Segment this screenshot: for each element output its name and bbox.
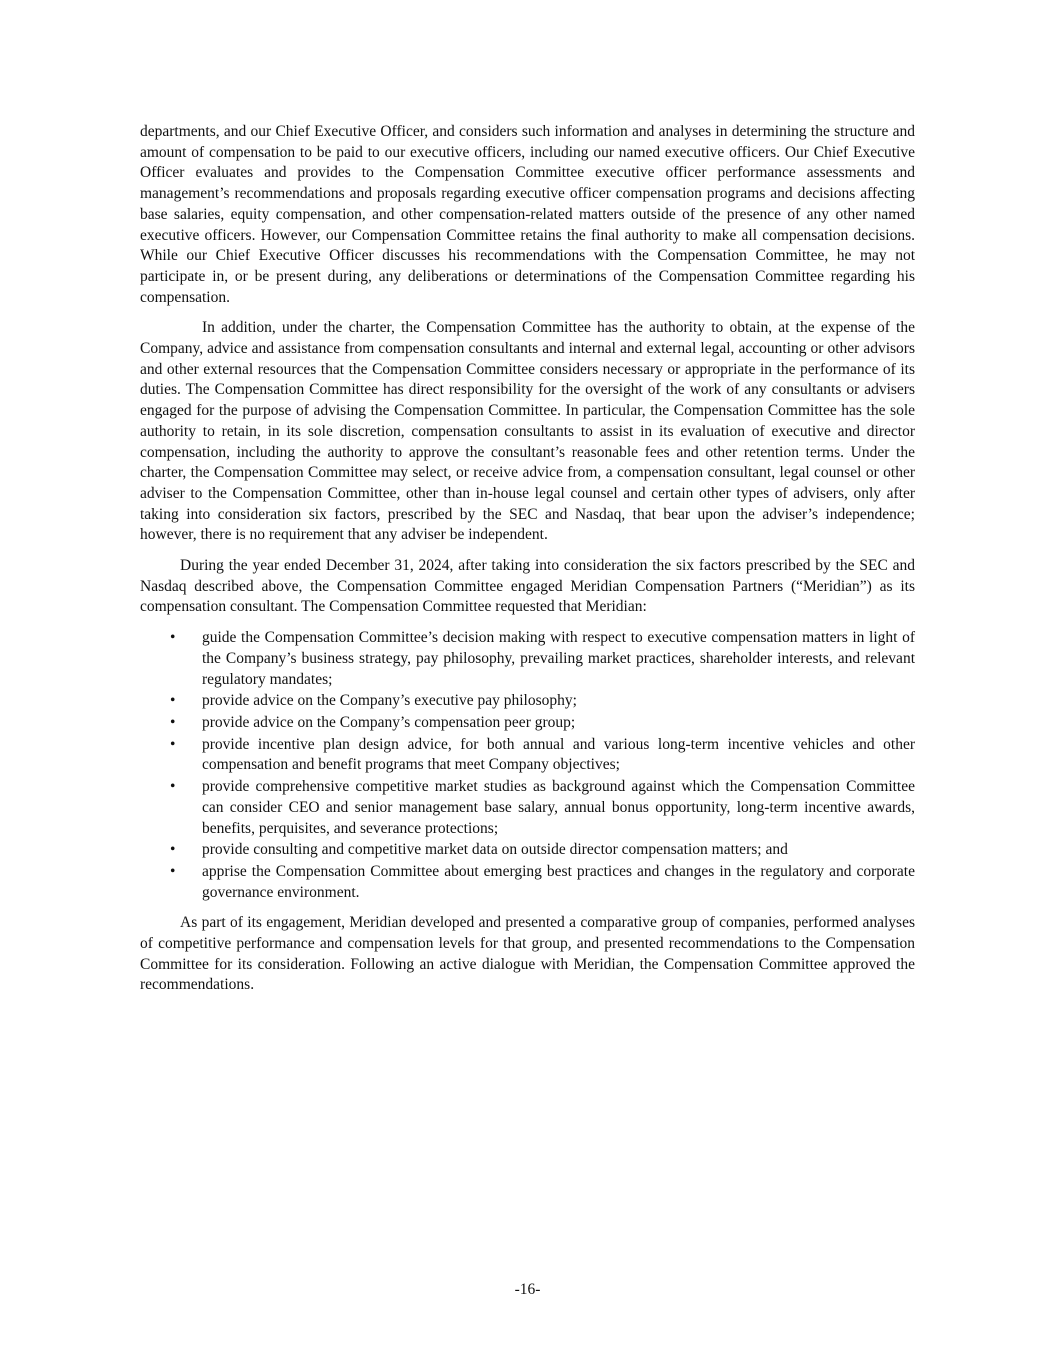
bullet-symbol: •: [170, 862, 176, 880]
list-item: • provide comprehensive competitive market studies as background against which the Compensation Committee can consider CEO and senior management base salary, annual bonus opportunity, long-term incentive awards, benefits, perquisites, and severance protections;: [170, 778, 915, 837]
document-body: [140, 122, 915, 1006]
paragraph-meridian-engagement: During the year ended December 31, 2024, after taking into consideration the six factors prescribed by the SEC and Nasdaq described above, the Compensation Committee engaged Meridian Compensation Partners (“Meridian”) as its compensation consultant. The Compensation Committee requested that Meridian:: [140, 557, 915, 616]
list-item: • provide advice on the Company’s compensation peer group;: [140, 713, 915, 734]
bullet-symbol: •: [170, 735, 176, 753]
list-item: • provide incentive plan design advice, for both annual and various long-term incentive vehicles and other compensation and benefit programs that meet Company objectives;: [170, 735, 915, 774]
list-item: • provide consulting and competitive market data on outside director compensation matters; and: [140, 840, 915, 861]
bullet-symbol: •: [170, 713, 176, 731]
list-item: • provide advice on the Company’s executive pay philosophy;: [140, 691, 915, 712]
paragraph-engagement-outcome: As part of its engagement, Meridian developed and presented a comparative group of companies, performed analyses of competitive performance and compensation levels for that group, and presented recommendations to the Compensation Committee for its consideration. Following an active dialogue with Meridian, the Compensation Committee approved the recommendations.: [140, 914, 915, 994]
bullet-symbol: •: [170, 692, 176, 710]
bullet-symbol: •: [170, 778, 176, 796]
bullet-symbol: •: [170, 841, 176, 859]
bullet-symbol: •: [170, 629, 176, 647]
list-item: • apprise the Compensation Committee about emerging best practices and changes in the regulatory and corporate governance environment.: [170, 862, 915, 901]
meridian-requests-list: [140, 628, 915, 903]
page-number: -16-: [514, 1281, 541, 1298]
list-item: • guide the Compensation Committee’s decision making with respect to executive compensation matters in light of the Company’s business strategy, pay philosophy, prevailing market practices, shareholder interests, and relevant regulatory mandates;: [170, 629, 915, 688]
paragraph-ceo-role: departments, and our Chief Executive Officer, and considers such information and analyses in determining the structure and amount of compensation to be paid to our executive officers, including our named executive officers. Our Chief Executive Officer evaluates and provides to the Compensation Committee executive officer performance assessments and management’s recommendations and proposals regarding executive officer compensation programs and decisions affecting base salaries, equity compensation, and other compensation-related matters outside of the presence of any other named executive officers. However, our Compensation Committee retains the final authority to make all compensation decisions. While our Chief Executive Officer discusses his recommendations with the Compensation Committee, he may not participate in, or be present during, any deliberations or determinations of the Compensation Committee regarding his compensation.: [140, 123, 915, 306]
paragraph-charter-authority: In addition, under the charter, the Compensation Committee has the authority to obtain, at the expense of the Company, advice and assistance from compensation consultants and internal and external legal, accounting or other advisors and other external resources that the Compensation Committee considers necessary or appropriate in the performance of its duties. The Compensation Committee has direct responsibility for the oversight of the work of any consultants or advisers engaged for the purpose of advising the Compensation Committee. In particular, the Compensation Committee has the sole authority to retain, in its sole discretion, compensation consultants to assist in its evaluation of executive and director compensation, including the authority to approve the consultant’s reasonable fees and other retention terms. Under the charter, the Compensation Committee may select, or receive advice from, a compensation consultant, legal counsel or other adviser to the Compensation Committee, other than in-house legal counsel and certain other types of advisers, only after taking into consideration six factors, prescribed by the SEC and Nasdaq, that bear upon the adviser’s independence; however, there is no requirement that any adviser be independent.: [140, 319, 915, 544]
